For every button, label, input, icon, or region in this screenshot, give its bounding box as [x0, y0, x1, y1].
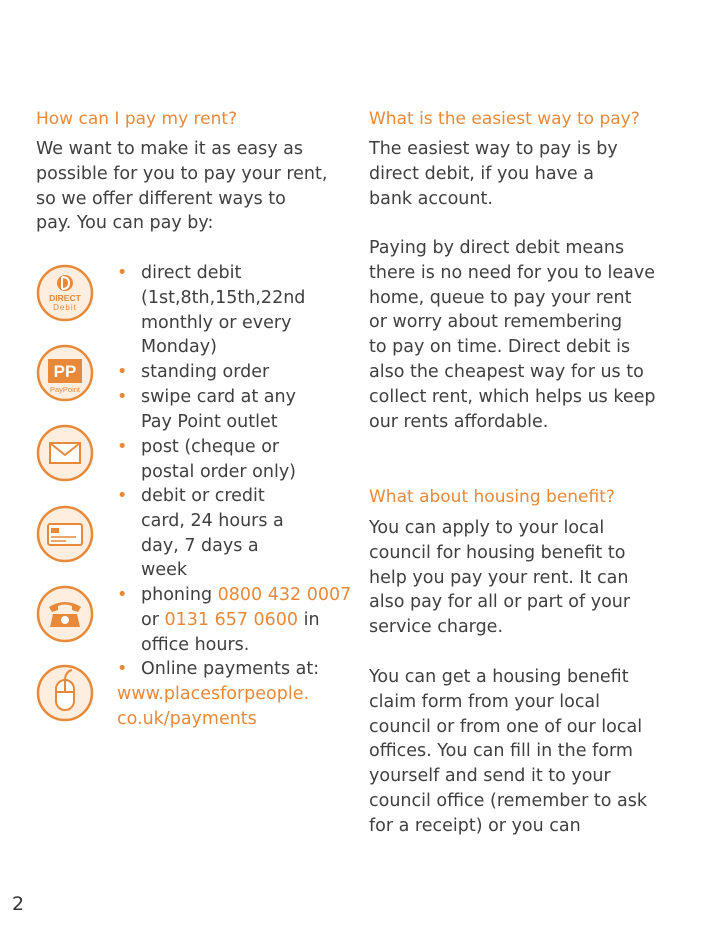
telephone-icon — [36, 585, 94, 643]
section-heading-housing-benefit: What about housing benefit? — [369, 487, 615, 507]
housing-benefit-paragraph: You can apply to your local council for housing benefit to help you pay your rent. It can also pay for all or part of your service charge. — [369, 518, 631, 638]
direct-debit-benefits-paragraph: Paying by direct debit means there is no need for you to leave home, queue to pay your rent or worry about remembering to pay on time. Direct debit is also the cheapest way for us to collect rent, which helps us keep our rents affordable. — [369, 238, 656, 432]
svg-text:DIRECT: DIRECT — [49, 293, 81, 303]
intro-paragraph: We want to make it as easy as possible for you to pay your rent, so we offer different ways to pay. You can pay by: — [36, 139, 328, 234]
direct-debit-icon — [36, 264, 94, 322]
paypoint-icon — [36, 344, 94, 402]
easiest-way-paragraph: The easiest way to pay is by direct debit, if you have a bank account. — [369, 139, 618, 209]
section-heading-pay-rent: How can I pay my rent? — [36, 109, 238, 129]
phone-number-2[interactable]: 0131 657 0600 — [164, 609, 299, 630]
mouse-icon — [36, 664, 94, 722]
svg-text:PayPoint: PayPoint — [49, 385, 81, 394]
claim-form-paragraph: You can get a housing benefit claim form from your local council or from one of our local offices. You can fill in the form yourself and send it to your council office (remember to ask for a receipt) or you can — [369, 667, 648, 836]
credit-card-icon — [36, 505, 94, 563]
online-payment-link[interactable]: www.placesforpeople. co.uk/payments — [117, 684, 310, 729]
section-heading-easiest-way: What is the easiest way to pay? — [369, 109, 640, 129]
envelope-icon — [36, 424, 94, 482]
svg-text:PP: PP — [53, 362, 77, 381]
svg-text:Debit: Debit — [53, 303, 77, 312]
page-number: 2 — [12, 893, 25, 915]
phone-number-1[interactable]: 0800 432 0007 — [217, 585, 352, 605]
